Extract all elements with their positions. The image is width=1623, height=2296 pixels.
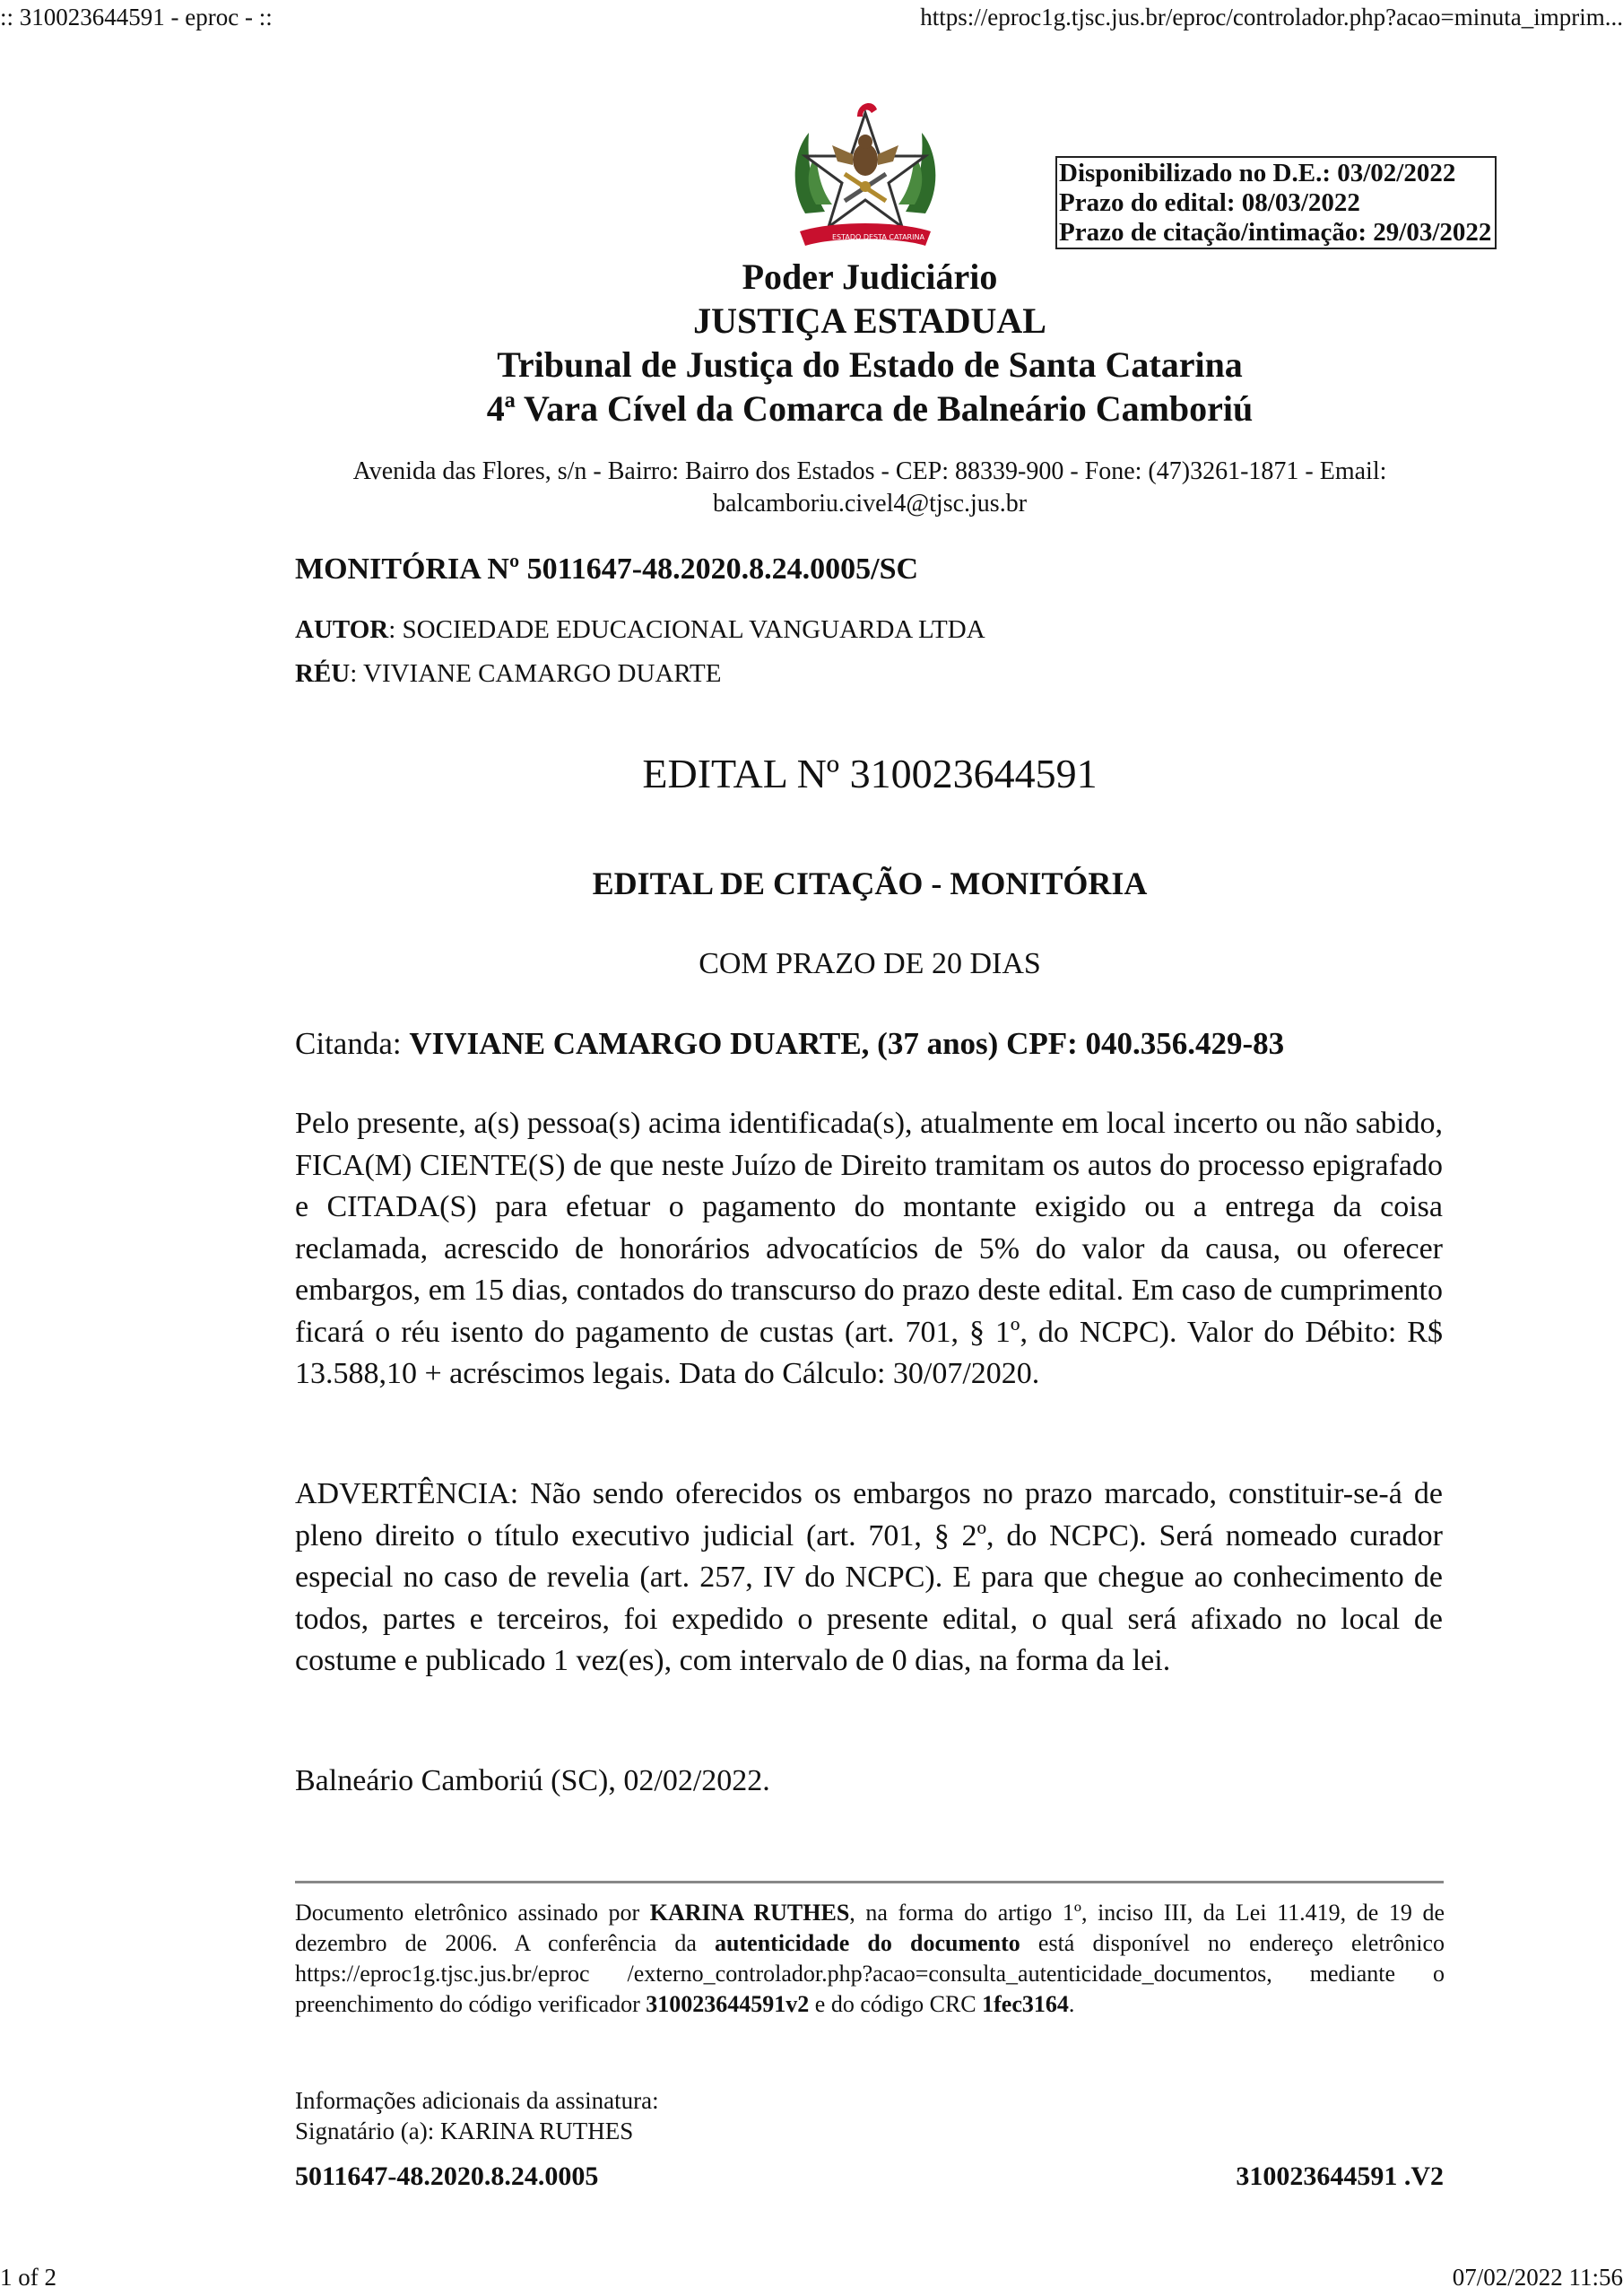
author-line: [295, 615, 985, 645]
signature-text-1: Documento eletrônico assinado por: [295, 1900, 650, 1926]
author-value: : SOCIEDADE EDUCACIONAL VANGUARDA LTDA: [388, 615, 985, 644]
additional-info-signer: Signatário (a): KARINA RUTHES: [295, 2118, 634, 2144]
defendant-line: [295, 659, 721, 689]
warning-paragraph: ADVERTÊNCIA: Não sendo oferecidos os embargos no prazo marcado, constituir-se-á de pleno direito o título executivo judicial (art. 701, § 2º, do NCPC). Será nomeado curador especial no caso de revelia (art. 257, IV do NCPC). E para que chegue ao conhecimento de todos, partes e terceiros, foi expedido o presente edital, o qual será afixado no local de costume e publicado 1 vez(es), com intervalo de 0 dias, na forma da lei.: [295, 1477, 1443, 1677]
edital-number: EDITAL Nº 310023644591: [642, 751, 1098, 796]
citation-deadline: Prazo de citação/intimação: 29/03/2022: [1059, 218, 1492, 247]
signature-text-5: .: [1068, 1991, 1075, 2017]
document-id: 310023644591 .V2: [1236, 2161, 1444, 2191]
edital-deadline-days: COM PRAZO DE 20 DIAS: [699, 947, 1041, 980]
place-date: Balneário Camboriú (SC), 02/02/2022.: [295, 1764, 770, 1797]
signature-additional-info: [295, 2085, 659, 2146]
edital-subtitle: EDITAL DE CITAÇÃO - MONITÓRIA: [592, 865, 1148, 901]
case-number: MONITÓRIA Nº 5011647-48.2020.8.24.0005/SC: [295, 552, 919, 586]
print-page-title: :: 310023644591 - eproc - ::: [0, 4, 273, 30]
publication-date: Disponibilizado no D.E.: 03/02/2022: [1059, 159, 1456, 187]
signature-text-3: está disponível no endereço eletrônico https://eproc1g.tjsc.jus.br/eproc /externo_controlador.php?acao=consulta_autenticidade_documentos, mediante o preenchimento do código verificador: [295, 1930, 1445, 2017]
court-line-2: JUSTIÇA ESTADUAL: [693, 300, 1046, 341]
defendant-label: RÉU: [295, 659, 351, 688]
authenticity-label: autenticidade do documento: [715, 1930, 1020, 1956]
additional-info-title: Informações adicionais da assinatura:: [295, 2087, 659, 2114]
signature-text-2: , na forma do artigo 1º, inciso III, da Lei 11.419, de 19 de dezembro de 2006. A conferência da: [295, 1900, 1445, 1956]
footer-separator: [295, 1881, 1444, 1883]
crc-code: 1fec3164: [982, 1991, 1069, 2017]
page-counter: 1 of 2: [0, 2264, 56, 2291]
court-heading: [0, 255, 1623, 430]
defendant-value: : VIVIANE CAMARGO DUARTE: [350, 659, 722, 688]
edital-deadline: Prazo do edital: 08/03/2022: [1059, 188, 1360, 217]
court-line-1: Poder Judiciário: [742, 257, 998, 297]
citanda-value: VIVIANE CAMARGO DUARTE, (37 anos) CPF: 040.356.429-83: [409, 1026, 1285, 1061]
verification-code: 310023644591v2: [646, 1991, 810, 2017]
signature-block: [295, 1898, 1445, 2020]
signer-name: KARINA RUTHES: [649, 1900, 850, 1926]
print-datetime: 07/02/2022 11:56: [1452, 2264, 1623, 2291]
publication-dates-box: [1055, 156, 1497, 249]
seal-motto-right: STA CATARINA: [873, 233, 924, 241]
citanda-label: Citanda:: [295, 1026, 410, 1061]
citanda-line: [295, 1026, 1284, 1062]
signature-text-4: e do código CRC: [809, 1991, 983, 2017]
coat-of-arms-seal: [789, 97, 942, 251]
print-url: https://eproc1g.tjsc.jus.br/eproc/controlador.php?acao=minuta_imprim...: [920, 4, 1623, 30]
citation-paragraph: Pelo presente, a(s) pessoa(s) acima identificada(s), atualmente em local incerto ou não sabido, FICA(M) CIENTE(S) de que neste Juízo de Direito tramitam os autos do processo epigrafado e CITADA(S) para efetuar o pagamento do montante exigido ou a entrega da coisa reclamada, acrescido de honorários advocatícios de 5% do valor da causa, ou oferecer embargos, em 15 dias, contados do transcurso do prazo deste edital. Em caso de cumprimento ficará o réu isento do pagamento de custas (art. 701, § 1º, do NCPC). Valor do Débito: R$ 13.588,10 + acréscimos legais. Data do Cálculo: 30/07/2020.: [295, 1107, 1443, 1390]
court-address: Avenida das Flores, s/n - Bairro: Bairro dos Estados - CEP: 88339-900 - Fone: (47)3261-1871 - Email: balcamboriu.civel4@tjsc.jus.br: [352, 457, 1387, 517]
court-line-4: 4ª Vara Cível da Comarca de Balneário Camboriú: [486, 388, 1254, 429]
court-line-3: Tribunal de Justiça do Estado de Santa Catarina: [497, 344, 1243, 385]
seal-motto-left: ESTADO DE: [832, 233, 874, 241]
process-id: 5011647-48.2020.8.24.0005: [295, 2161, 599, 2191]
author-label: AUTOR: [295, 615, 389, 644]
